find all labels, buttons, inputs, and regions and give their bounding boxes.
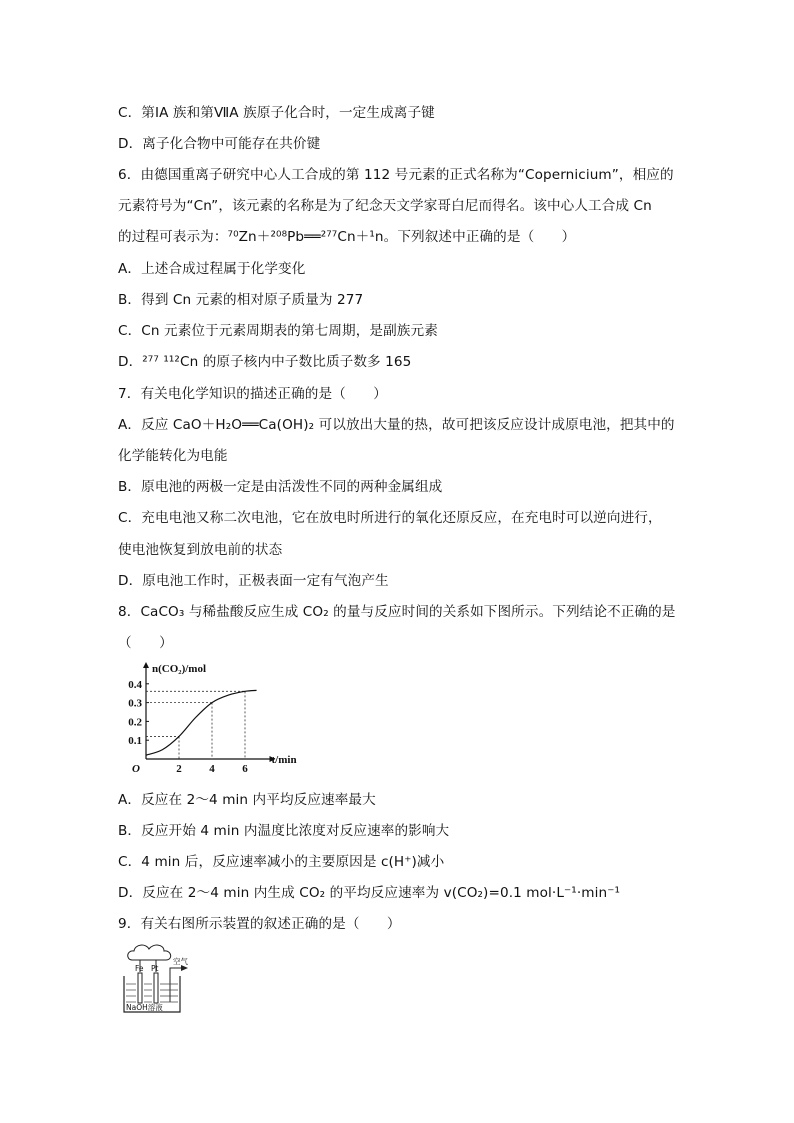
q7-option-b: B．原电池的两极一定是由活泼性不同的两种金属组成 [118, 479, 443, 495]
q8-option-a: A．反应在 2～4 min 内平均反应速率最大 [118, 792, 376, 808]
q7-stem: 7．有关电化学知识的描述正确的是（ ） [118, 386, 387, 402]
q7-option-a-line-1: A．反应 CaO＋H₂O══Ca(OH)₂ 可以放出大量的热，故可把该反应设计成原电池，把其中的 [118, 417, 675, 433]
q5-option-d: D．离子化合物中可能存在共价键 [118, 136, 321, 152]
x-tick-label: 2 [176, 763, 182, 772]
x-axis-label: t/min [271, 754, 297, 766]
y-axis-label: n(CO₂)/mol [152, 663, 207, 675]
co2-time-chart [116, 660, 312, 772]
y-tick-label: 0.1 [128, 735, 142, 748]
q6-option-a: A．上述合成过程属于化学变化 [118, 261, 306, 277]
q9-stem: 9．有关右图所示装置的叙述正确的是（ ） [118, 916, 401, 932]
electrode-pt-label: Pt [151, 964, 159, 973]
solution-label: NaOH溶液 [126, 1003, 163, 1012]
electrochemical-cell-diagram [118, 942, 210, 1020]
q7-option-d: D．原电池工作时，正极表面一定有气泡产生 [118, 573, 389, 589]
fe-electrode [138, 973, 142, 1003]
q7-option-a-line-2: 化学能转化为电能 [118, 448, 228, 464]
y-tick-label: 0.3 [128, 697, 142, 710]
y-tick-label: 0.4 [128, 678, 142, 691]
q5-option-c: C．第ⅠA 族和第ⅦA 族原子化合时，一定生成离子键 [118, 105, 435, 121]
y-tick-label: 0.2 [128, 716, 142, 729]
origin-label: O [132, 763, 140, 772]
y-axis-arrow [143, 662, 149, 668]
q6-option-b: B．得到 Cn 元素的相对原子质量为 277 [118, 292, 364, 308]
co2-curve [146, 690, 257, 755]
air-inlet-tube [170, 968, 184, 1002]
q6-option-c: C．Cn 元素位于元素周期表的第七周期，是副族元素 [118, 323, 438, 339]
cloud-shape [128, 945, 171, 960]
q8-option-c: C．4 min 后，反应速率减小的主要原因是 c(H⁺)减小 [118, 854, 445, 870]
q7-option-c-line-1: C．充电电池又称二次电池，它在放电时所进行的氧化还原反应，在充电时可以逆向进行， [118, 510, 662, 526]
x-tick-label: 4 [209, 763, 215, 772]
q8-stem-line-1: 8．CaCO₃ 与稀盐酸反应生成 CO₂ 的量与反应时间的关系如下图所示。下列结论不正确的是 [118, 604, 676, 620]
q6-stem-line-1: 6．由德国重离子研究中心人工合成的第 112 号元素的正式名称为“Copernicium”，相应的 [118, 167, 674, 183]
pt-electrode [154, 973, 158, 1003]
q8-option-d: D．反应在 2～4 min 内生成 CO₂ 的平均反应速率为 v(CO₂)=0.1 mol·L⁻¹·min⁻¹ [118, 885, 621, 901]
x-tick-label: 6 [242, 763, 248, 772]
q8-option-b: B．反应开始 4 min 内温度比浓度对反应速率的影响大 [118, 823, 450, 839]
air-label: 空气 [173, 957, 188, 966]
q8-stem-line-2: （ ） [118, 635, 173, 651]
electrode-fe-label: Fe [135, 964, 144, 973]
q6-stem-line-2: 元素符号为“Cn”，该元素的名称是为了纪念天文学家哥白尼而得名。该中心人工合成 Cn [118, 198, 652, 214]
q7-option-c-line-2: 使电池恢复到放电前的状态 [118, 542, 283, 558]
q6-option-d: D．²⁷⁷ ¹¹²Cn 的原子核内中子数比质子数多 165 [118, 354, 412, 370]
q6-stem-line-3: 的过程可表示为：⁷⁰Zn＋²⁰⁸Pb══²⁷⁷Cn＋¹n。下列叙述中正确的是（ ） [118, 229, 576, 245]
